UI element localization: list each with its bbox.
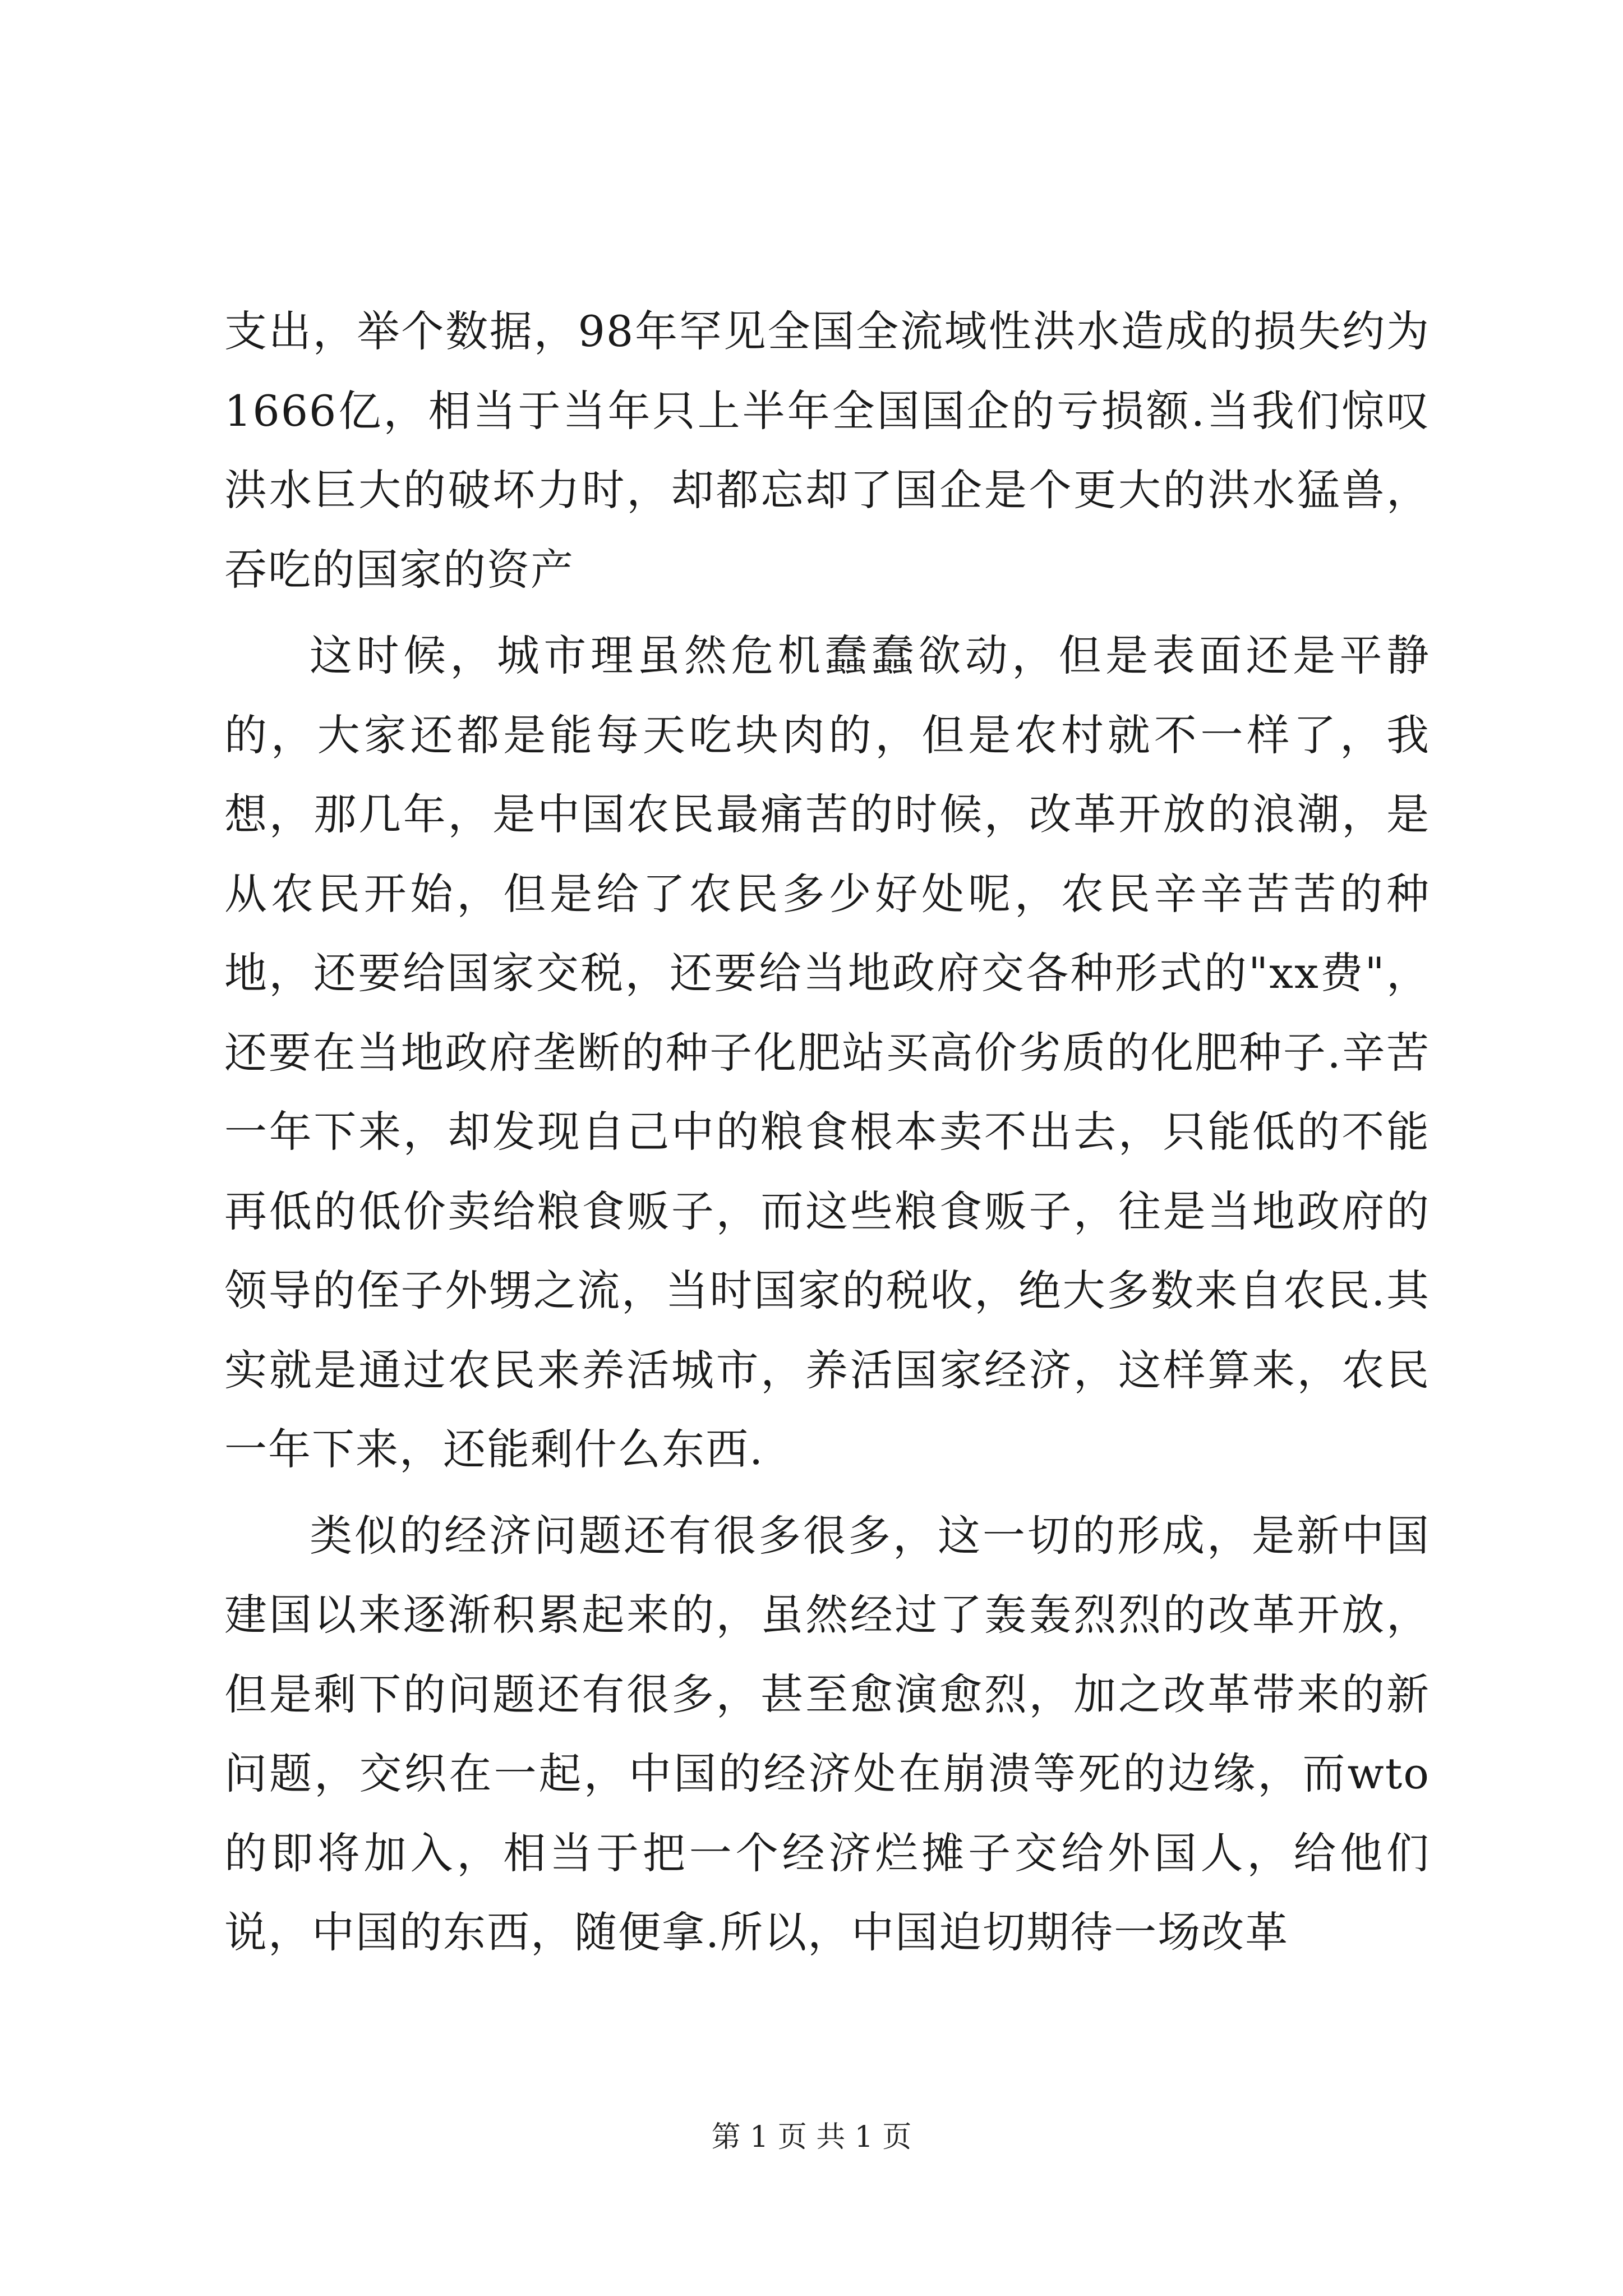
paragraph-2: 这时候，城市理虽然危机蠢蠢欲动，但是表面还是平静的，大家还都是能每天吃块肉的，但是农村就不一样了，我想，那几年，是中国农民最痛苦的时候，改革开放的浪潮，是从农民开始，但是给了农民多少好处呢，农民辛辛苦苦的种地，还要给国家交税，还要给当地政府交各种形式的"xx费"，还要在当地政府垄断的种子化肥站买高价劣质的化肥种子.辛苦一年下来，却发现自己中的粮食根本卖不出去，只能低的不能再低的低价卖给粮食贩子，而这些粮食贩子，往是当地政府的领导的侄子外甥之流，当时国家的税收，绝大多数来自农民.其实就是通过农民来养活城市，养活国家经济，这样算来，农民一年下来，还能剩什么东西.	[224, 631, 1430, 1474]
paragraph-3: 类似的经济问题还有很多很多，这一切的形成，是新中国建国以来逐渐积累起来的，虽然经过了轰轰烈烈的改革开放，但是剩下的问题还有很多，甚至愈演愈烈，加之改革带来的新问题，交织在一起，中国的经济处在崩溃等死的边缘，而wto的即将加入，相当于把一个经济烂摊子交给外国人，给他们说，中国的东西，随便拿.所以，中国迫切期待一场改革	[224, 1510, 1430, 1957]
page-number-footer: 第 1 页 共 1 页	[711, 2120, 912, 2154]
document-body	[224, 292, 1430, 1972]
paragraph-1: 支出，举个数据，98年罕见全国全流域性洪水造成的损失约为1666亿，相当于当年只上半年全国国企的亏损额.当我们惊叹洪水巨大的破坏力时，却都忘却了国企是个更大的洪水猛兽，吞吃的国家的资产	[224, 306, 1430, 595]
